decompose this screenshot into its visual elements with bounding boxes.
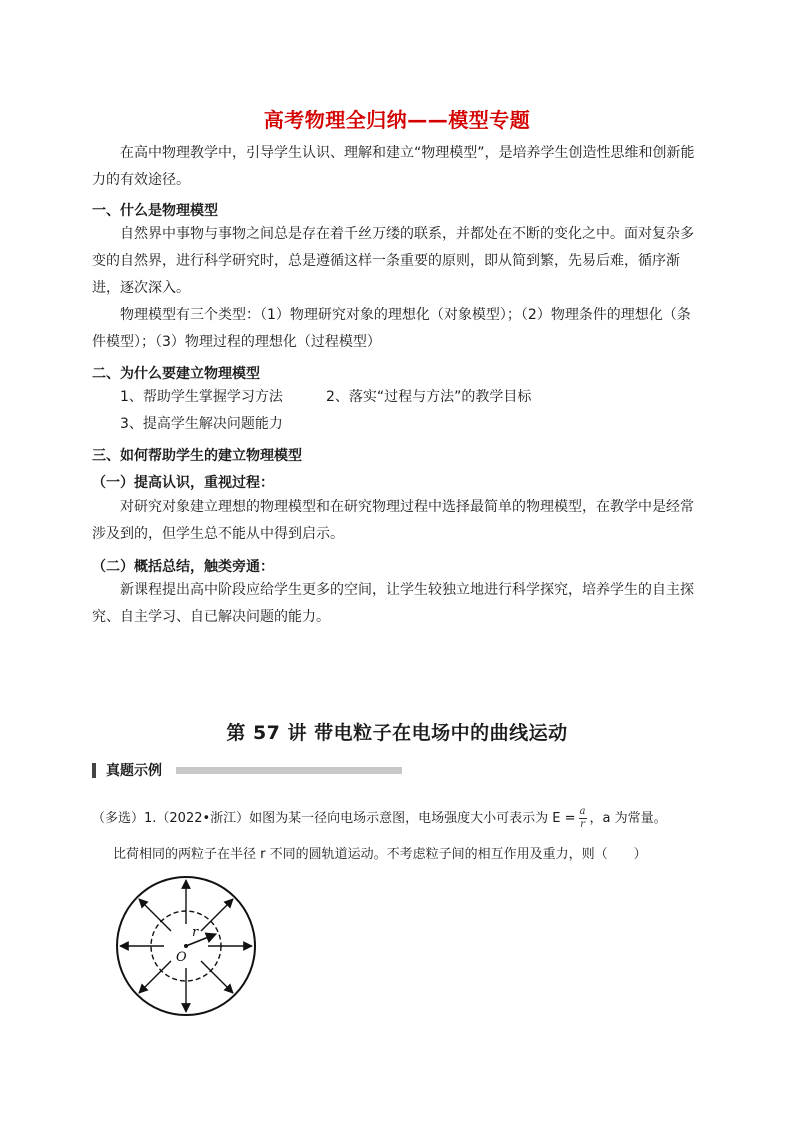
section2-item2: 2、落实“过程与方法”的教学目标 (326, 389, 532, 405)
section1-paragraph1: 自然界中事物与事物之间总是存在着千丝万缕的联系，并都处在不断的变化之中。面对复杂多变的自然界，进行科学研究时，总是遵循这样一条重要的原则，即从简到繁，先易后难，循序渐进，逐次深入。 (92, 226, 694, 296)
section-label: 真题示例 (106, 763, 162, 779)
section3-sub1-text: 对研究对象建立理想的物理模型和在研究物理过程中选择最简单的物理模型，在教学中是经常涉及到的，但学生总不能从中得到启示。 (92, 499, 694, 542)
section3-sub2-heading: （二）概括总结，触类旁通： (92, 559, 274, 575)
radius-arrow (186, 934, 216, 946)
section1-heading: 一、什么是物理模型 (92, 203, 218, 219)
question-line1 (92, 805, 732, 832)
document-title: 高考物理全归纳——模型专题 (263, 108, 531, 132)
intro-paragraph: 在高中物理教学中，引导学生认识、理解和建立“物理模型”，是培养学生创造性思维和创新能力的有效途径。 (92, 145, 695, 188)
section2-item1: 1、帮助学生掌握学习方法 (120, 389, 283, 405)
question-prefix: （多选）1.（2022•浙江）如图为某一径向电场示意图，电场强度大小可表示为 E = (92, 811, 576, 826)
section-marker (92, 763, 96, 778)
lecture-title: 第 57 讲 带电粒子在电场中的曲线运动 (226, 722, 568, 744)
section3-sub1-heading: （一）提高认识，重视过程： (92, 475, 274, 491)
radius-label: r (192, 925, 199, 940)
fraction-numerator: a (579, 806, 586, 817)
section1-paragraph2: 物理模型有三个类型：（1）物理研究对象的理想化（对象模型）；（2）物理条件的理想化（条件模型）；（3）物理过程的理想化（过程模型） (92, 307, 691, 350)
question-line2: 比荷相同的两粒子在半径 r 不同的圆轨道运动。不考虑粒子间的相互作用及重力，则（ ） (113, 847, 647, 862)
question-suffix: ，a 为常量。 (589, 811, 667, 826)
section2-heading: 二、为什么要建立物理模型 (92, 366, 260, 382)
field-fraction (579, 807, 587, 830)
section3-heading: 三、如何帮助学生的建立物理模型 (92, 448, 302, 464)
section3-sub2-text: 新课程提出高中阶段应给学生更多的空间，让学生较独立地进行科学探究，培养学生的自主探究、自主学习、自已解决问题的能力。 (92, 582, 694, 625)
section-rule (176, 767, 402, 774)
section-banner (92, 762, 402, 778)
section2-item3: 3、提高学生解决问题能力 (120, 416, 283, 432)
center-point (184, 944, 188, 948)
origin-label: O (176, 950, 187, 965)
fraction-denominator: r (580, 819, 585, 830)
radial-field-diagram (108, 870, 264, 1026)
